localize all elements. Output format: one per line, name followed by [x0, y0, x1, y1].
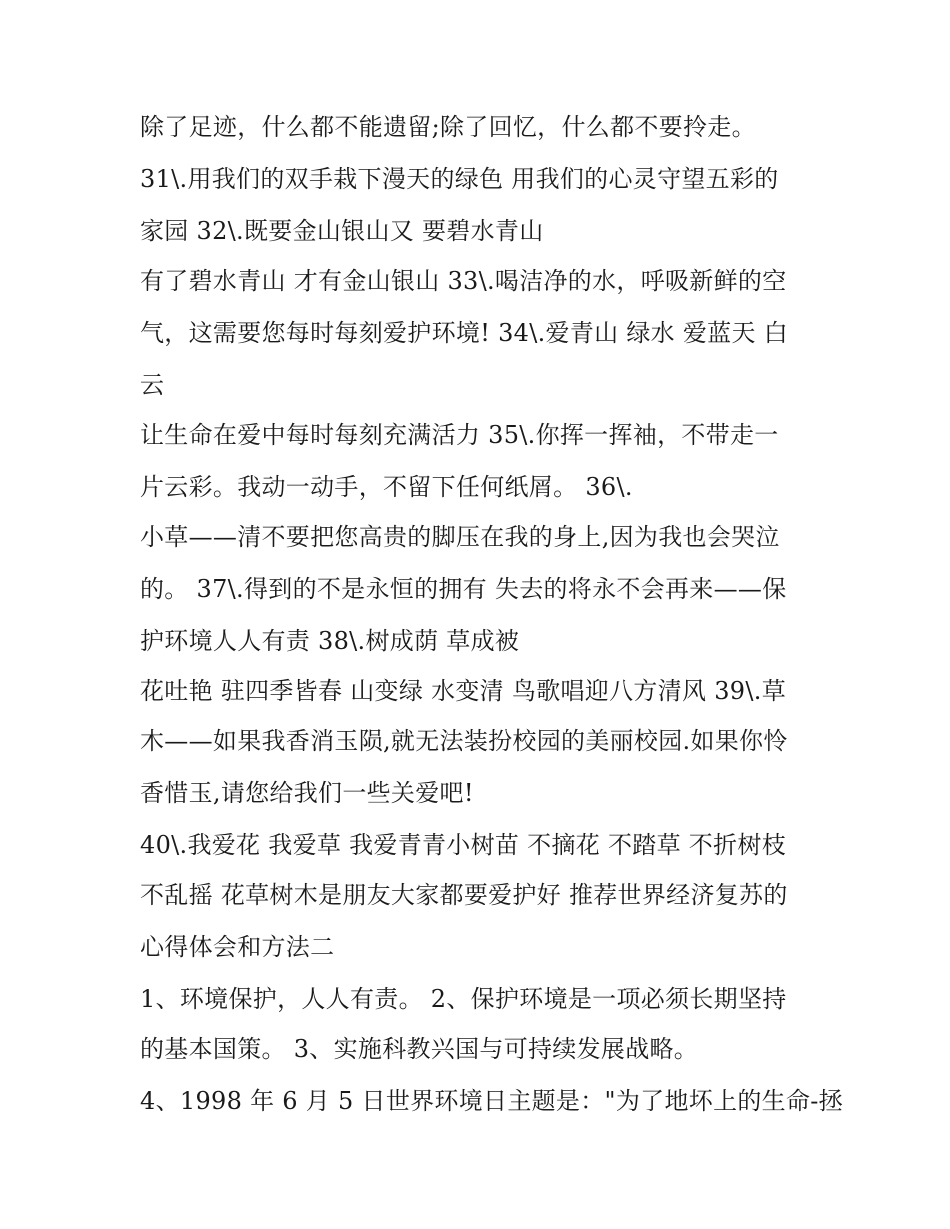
text-line: 让生命在爱中每时每刻充满活力 35\.你挥一挥袖，不带走一	[140, 421, 779, 449]
text-line: 小草——清不要把您高贵的脚压在我的身上,因为我也会哭泣	[140, 523, 780, 551]
text-line: 香惜玉,请您给我们一些关爱吧!	[140, 779, 474, 807]
text-line: 片云彩。我动一动手，不留下任何纸屑。 36\.	[140, 473, 633, 501]
text-line: 木——如果我香消玉陨,就无法装扮校园的美丽校园.如果你怜	[140, 727, 788, 755]
text-line: 4、1998 年 6 月 5 日世界环境日主题是："为了地坏上的生命-拯	[140, 1087, 843, 1115]
text-line: 气，这需要您每时每刻爱护环境! 34\.爱青山 绿水 爱蓝天 白	[140, 319, 789, 347]
text-line: 1、环境保护，人人有责。 2、保护环境是一项必须长期坚持	[140, 985, 787, 1013]
text-line: 的。 37\.得到的不是永恒的拥有 失去的将永不会再来——保	[140, 575, 787, 603]
text-line: 护环境人人有责 38\.树成荫 草成被	[140, 627, 520, 655]
text-line: 不乱摇 花草树木是朋友大家都要爱护好 推荐世界经济复苏的	[140, 881, 788, 909]
text-line: 家园 32\.既要金山银山又 要碧水青山	[140, 217, 544, 245]
text-line: 40\.我爱花 我爱草 我爱青青小树苗 不摘花 不踏草 不折树枝	[140, 831, 786, 859]
text-line: 除了足迹，什么都不能遗留;除了回忆，什么都不要拎走。	[140, 113, 756, 141]
text-line: 云	[140, 371, 165, 399]
text-line: 有了碧水青山 才有金山银山 33\.喝洁净的水，呼吸新鲜的空	[140, 267, 787, 295]
text-line: 花吐艳 驻四季皆春 山变绿 水变清 鸟歌唱迎八方清风 39\.草	[140, 677, 786, 705]
text-line: 的基本国策。 3、实施科教兴国与可持续发展战略。	[140, 1035, 699, 1063]
text-line: 31\.用我们的双手栽下漫天的绿色 用我们的心灵守望五彩的	[140, 165, 779, 193]
text-line: 心得体会和方法二	[140, 933, 335, 961]
